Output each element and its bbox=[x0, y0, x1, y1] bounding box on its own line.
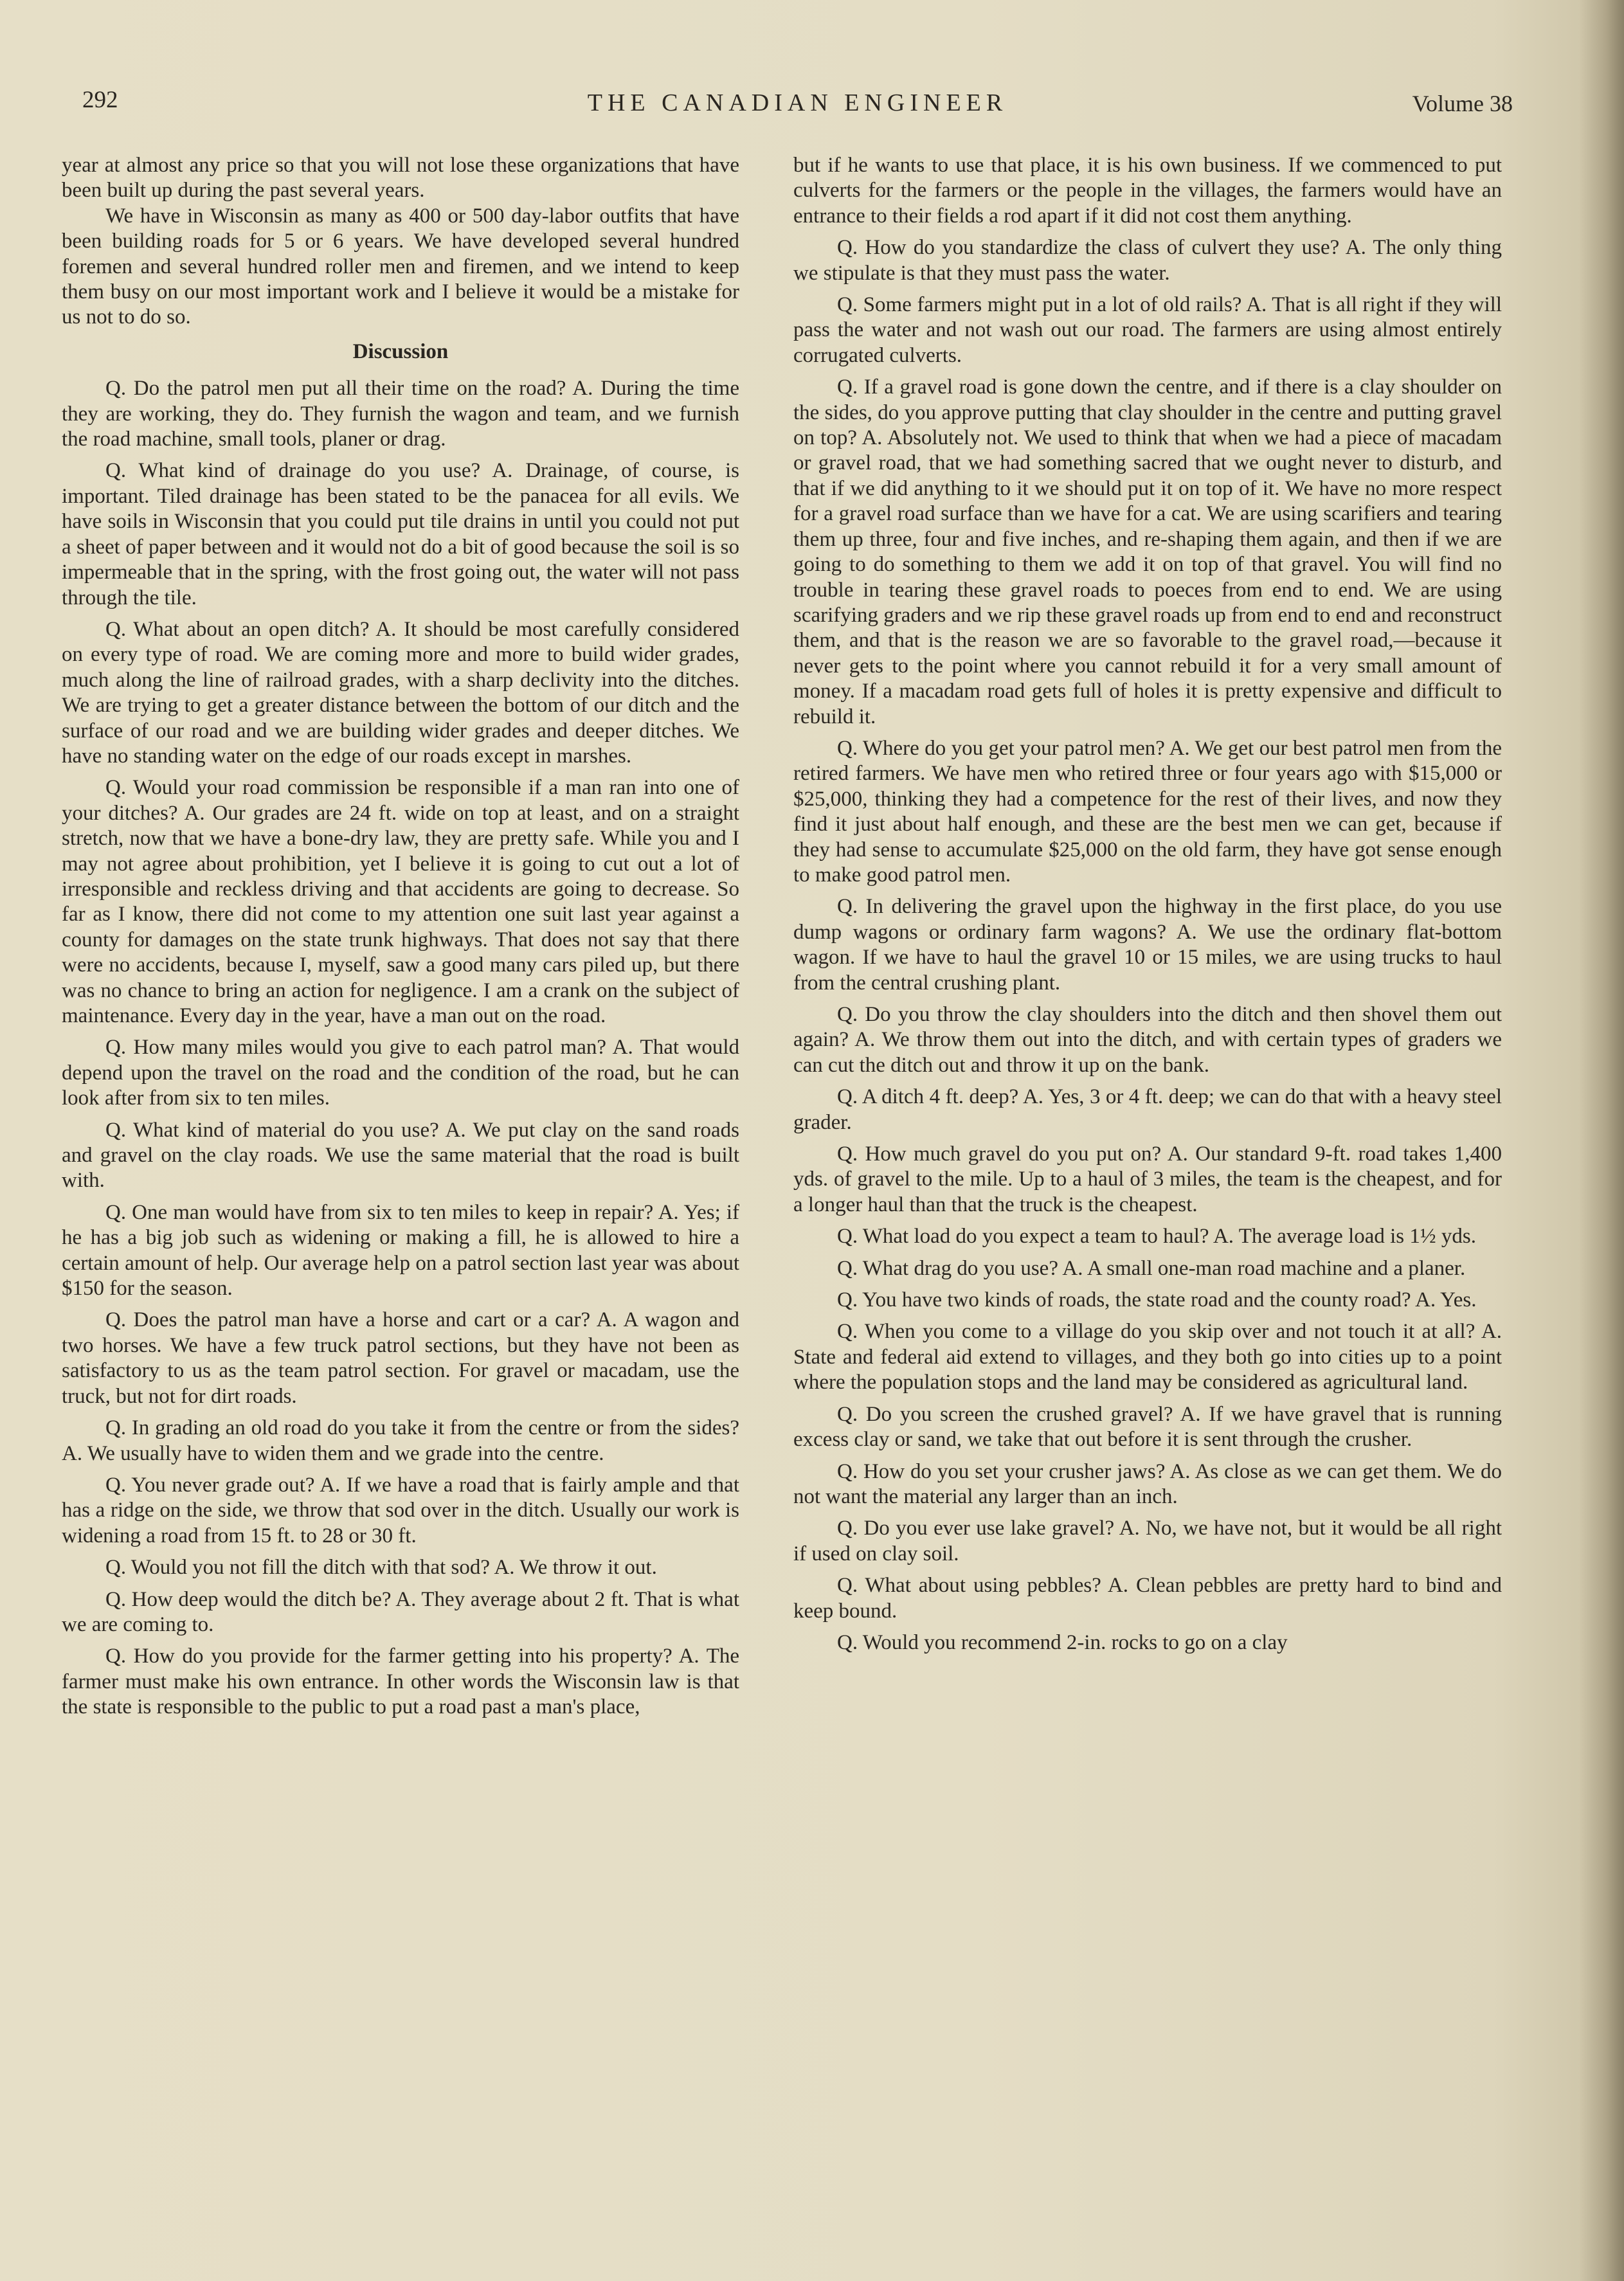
qa-paragraph: Q. You never grade out? A. If we have a road that is fairly ample and that has a ridge on the side, we throw that sod over in the ditch. Usually our work is widening a road from 15 ft. to 28 or 30 ft. bbox=[62, 1473, 739, 1547]
qa-paragraph: Q. Do the patrol men put all their time on the road? A. During the time they are working, they do. They furnish the wagon and team, and we furnish the road machine, small tools, planer or drag. bbox=[62, 377, 739, 451]
qa-paragraph: Q. How deep would the ditch be? A. They average about 2 ft. That is what we are coming to. bbox=[62, 1587, 739, 1636]
qa-paragraph: Q. What about an open ditch? A. It should be most carefully considered on every type of road. We are coming more and more to build wider grades, much along the line of railroad grades, with a sharp declivity into the ditches. We are trying to get a greater distance between the bottom of our ditch and the surface of our road and we are building wider grades and deeper ditches. We have no standing water on the edge of our roads except in marshes. bbox=[62, 617, 739, 768]
qa-paragraph: Q. One man would have from six to ten miles to keep in repair? A. Yes; if he has a big job such as widening or making a fill, he is allowed to hire a certain amount of help. Our average help on a patrol section last year was about $150 for the season. bbox=[62, 1200, 739, 1301]
qa-paragraph: Q. A ditch 4 ft. deep? A. Yes, 3 or 4 ft. deep; we can do that with a heavy steel grader. bbox=[793, 1085, 1502, 1134]
paragraph: but if he wants to use that place, it is his own business. If we commenced to put culverts for the farmers or the people in the villages, the farmers would have an entrance to their fields a rod apart if it did not cost them anything. bbox=[793, 154, 1502, 228]
page-spine-shadow bbox=[1579, 0, 1624, 2281]
qa-paragraph: Q. What about using pebbles? A. Clean pebbles are pretty hard to bind and keep bound. bbox=[793, 1574, 1502, 1623]
qa-paragraph: Q. You have two kinds of roads, the state road and the county road? A. Yes. bbox=[837, 1288, 1477, 1312]
qa-paragraph: Q. If a gravel road is gone down the centre, and if there is a clay shoulder on the sides, do you approve putting that clay shoulder in the centre and putting gravel on top? A. Absolutely not. We used to think that when we had a piece of macadam or gravel road, that we had something sacred that we ought never to disturb, and that if we did anything to it we should put it on top of it. We have no more respect for a gravel road surface than we have for a cat. We are using scarifiers and tearing them up three, four and five inches, and re-shaping them again, and then if we are going to do something to them we add it on top of that gravel. You will find no trouble in tearing these gravel roads to poeces from end to end. We are using scarifying graders and we rip these gravel roads up from end to end and reconstruct them, and that is the reason we are so favorable to the gravel road,—because it never gets to the point where you cannot rebuild it for a very small amount of money. If a macadam road gets full of holes it is pretty expensive and difficult to rebuild it. bbox=[793, 375, 1502, 728]
qa-paragraph: Q. How do you set your crusher jaws? A. As close as we can get them. We do not want the material any larger than an inch. bbox=[793, 1459, 1502, 1508]
qa-paragraph: Q. Where do you get your patrol men? A. We get our best patrol men from the retired farmers. We have men who retired three or four years ago with $15,000 or $25,000, thinking they had a competence for the rest of their lives, and now they find it just about half enough, and these are the best men we can get, because if they had sense to accumulate $25,000 on the old farm, they have got sense enough to make good patrol men. bbox=[793, 736, 1502, 887]
qa-paragraph: Q. In grading an old road do you take it from the centre or from the sides? A. We usually have to widen them and we grade into the centre. bbox=[62, 1416, 739, 1465]
qa-paragraph: Q. What drag do you use? A. A small one-man road machine and a planer. bbox=[837, 1256, 1466, 1280]
qa-paragraph: Q. How much gravel do you put on? A. Our standard 9-ft. road takes 1,400 yds. of gravel to the mile. Up to a haul of 3 miles, the team is the cheapest, and for a longer haul than that the truck is the cheapest. bbox=[793, 1142, 1502, 1216]
qa-paragraph: Q. What kind of drainage do you use? A. Drainage, of course, is important. Tiled drainage has been stated to be the panacea for all evils. We have soils in Wisconsin that you could put tile drains in until you could not put a sheet of paper between and it would not do a bit of good because the soil is so impermeable that in the spring, with the frost going out, the water will not pass through the tile. bbox=[62, 459, 739, 609]
qa-paragraph: Q. Do you throw the clay shoulders into the ditch and then shovel them out again? A. We throw them out into the ditch, and with certain types of graders we can cut the ditch out and throw it up on the bank. bbox=[793, 1003, 1502, 1077]
qa-paragraph: Q. What kind of material do you use? A. We put clay on the sand roads and gravel on the clay roads. We use the same material that the road is built with. bbox=[62, 1118, 739, 1193]
qa-paragraph: Q. When you come to a village do you skip over and not touch it at all? A. State and federal aid extend to villages, and they both go into cities up to a point where the population stops and the land may be considered as agricultural land. bbox=[793, 1320, 1502, 1394]
running-header bbox=[82, 86, 1513, 125]
qa-paragraph: Q. Would you recommend 2-in. rocks to go on a clay bbox=[837, 1630, 1288, 1654]
qa-paragraph: Q. In delivering the gravel upon the highway in the first place, do you use dump wagons or ordinary farm wagons? A. We use the ordinary flat-bottom wagon. If we have to haul the gravel 10 or 15 miles, we are using trucks to haul from the central crushing plant. bbox=[793, 895, 1502, 995]
qa-paragraph: Q. How many miles would you give to each patrol man? A. That would depend upon the travel on the road and the condition of the road, but he can look after from six to ten miles. bbox=[62, 1036, 739, 1110]
page-number: 292 bbox=[82, 87, 118, 113]
paragraph: year at almost any price so that you will not lose these organizations that have been built up during the past several years. bbox=[62, 154, 739, 203]
qa-paragraph: Q. Do you ever use lake gravel? A. No, we have not, but it would be all right if used on clay soil. bbox=[793, 1517, 1502, 1565]
qa-paragraph: Q. How do you provide for the farmer getting into his property? A. The farmer must make his own entrance. In other words the Wisconsin law is that the state is responsible to the public to put a road past a man's place, bbox=[62, 1645, 739, 1719]
paragraph: We have in Wisconsin as many as 400 or 500 day-labor outfits that have been building roads for 5 or 6 years. We have developed several hundred foremen and several hundred roller men and firemen, and we intend to keep them busy on our most important work and I believe it would be a mistake for us not to do so. bbox=[62, 204, 739, 329]
qa-paragraph: Q. Does the patrol man have a horse and cart or a car? A. A wagon and two horses. We have a few truck patrol sections, but they have not been as satisfactory to us as the team patrol section. For gravel or macadam, use the truck, but not for dirt roads. bbox=[62, 1308, 739, 1408]
section-heading: Discussion bbox=[352, 339, 449, 363]
right-column bbox=[793, 153, 1502, 1655]
left-column bbox=[62, 153, 739, 1720]
qa-paragraph: Q. Some farmers might put in a lot of old rails? A. That is all right if they will pass the water and not wash out our road. The farmers are using almost entirely corrugated culverts. bbox=[793, 293, 1502, 367]
qa-paragraph: Q. Do you screen the crushed gravel? A. If we have gravel that is running excess clay or sand, we take that out before it is sent through the crusher. bbox=[793, 1402, 1502, 1452]
qa-paragraph: Q. What load do you expect a team to haul? A. The average load is 1½ yds. bbox=[837, 1225, 1476, 1249]
qa-paragraph: Q. Would you not fill the ditch with that sod? A. We throw it out. bbox=[105, 1556, 657, 1580]
qa-paragraph: Q. Would your road commission be responsible if a man ran into one of your ditches? A. Our grades are 24 ft. wide on top at least, and on a straight stretch, now that we have a bone-dry law, they are pretty safe. While you and I may not agree about prohibition, yet I believe it is going to cut out a lot of irresponsible and reckless driving and that accidents are going to decrease. So far as I know, there did not come to my attention one suit last year against a county for damages on the state trunk highways. That does not say that there were no accidents, because I, myself, saw a good many cars piled up, but there was no chance to bring an action for negligence. I am a crank on the subject of maintenance. Every day in the year, have a man out on the road. bbox=[62, 776, 739, 1027]
journal-title: THE CANADIAN ENGINEER bbox=[587, 89, 1008, 116]
volume-label: Volume 38 bbox=[1412, 91, 1513, 116]
qa-paragraph: Q. How do you standardize the class of culvert they use? A. The only thing we stipulate is that they must pass the water. bbox=[793, 236, 1502, 285]
